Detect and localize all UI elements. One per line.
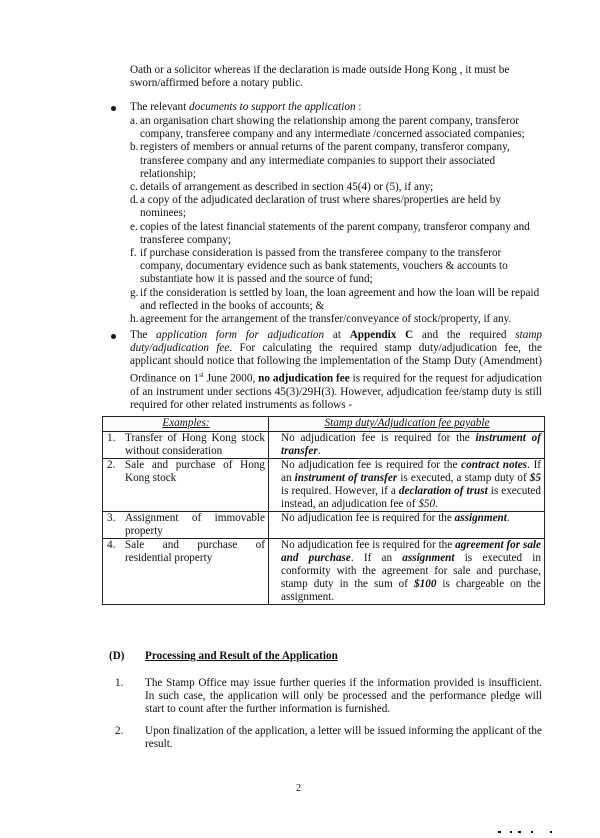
text-run: . [435, 498, 438, 510]
intro-paragraph [130, 64, 542, 90]
row-number: 1. [103, 432, 122, 459]
list-item [130, 287, 544, 313]
text-run: is executed, a stamp duty of [397, 472, 530, 484]
header-examples: Examples: [103, 417, 269, 432]
text-run: June 2000, [203, 372, 259, 385]
row-number: 4. [103, 539, 122, 605]
section-d-item-1: The Stamp Office may issue further queries if the information provided is insufficient. In such case, the application will only be processed and the performance pledge will start to count after the further information is furnished. [145, 677, 542, 716]
list-item [130, 313, 544, 326]
item-number: 2. [115, 725, 124, 737]
fee-cell [269, 432, 545, 459]
text-run: No adjudication fee is required for the [281, 539, 456, 551]
list-item [130, 115, 544, 141]
text-run: is required. However, if a [281, 485, 399, 497]
list-item-label: e. [130, 220, 138, 233]
text-run: and the required [413, 329, 516, 341]
text-run: No adjudication fee is required for the [281, 459, 462, 471]
list-item-text: if purchase consideration is passed from the transferee company to the transferor company, documentary evidence such as bank statements, vouchers & accounts to substantiate how it is passed and the source of fund; [140, 247, 508, 286]
ordinal-superscript: st [199, 370, 204, 379]
text-run: No adjudication fee is required for the [281, 432, 476, 444]
list-item-label: d. [130, 194, 139, 207]
list-item-text: a copy of the adjudicated declaration of trust where shares/properties are held by nominees; [140, 194, 501, 220]
list-item-label: h. [130, 313, 139, 326]
no-adjudication-fee-bold: no adjudication fee [258, 372, 350, 385]
header-fee-payable: Stamp duty/Adjudication fee payable [269, 417, 545, 432]
fee-cell [269, 459, 545, 512]
emphasis-text: $50 [418, 498, 436, 510]
list-item-label: a. [130, 115, 138, 127]
footer-marks [498, 831, 558, 833]
intro-line-2: sworn/affirmed before a notary public. [130, 77, 303, 90]
list-item-text: if the consideration is settled by loan, the loan agreement and how the loan will be repaid and reflected in the books of accounts; & [140, 286, 540, 312]
example-cell: Sale and purchase of residential property [121, 539, 269, 605]
list-item [130, 141, 544, 181]
fee-cell [269, 512, 545, 539]
documents-lead-italic: documents to support the application [189, 101, 356, 113]
list-item [130, 181, 544, 194]
section-label: (D) [109, 650, 125, 662]
table-row [103, 512, 545, 539]
bullet-icon [111, 334, 116, 339]
example-cell: Assignment of immovable property [121, 512, 269, 539]
stamp-duty-italic: stamp duty/adjudication fee [130, 329, 542, 355]
text-run: . [317, 445, 321, 457]
documents-lead-prefix: The relevant [130, 101, 190, 113]
table-row [103, 539, 545, 605]
list-item [130, 247, 544, 287]
emphasis-text: contract notes [461, 459, 528, 471]
list-item-label: b. [130, 141, 139, 154]
table-header-row [103, 417, 545, 432]
list-item-text: details of arrangement as described in section 45(4) or (5), if any; [140, 181, 434, 194]
fee-table [102, 416, 545, 605]
appendix-c-bold: Appendix C [349, 329, 414, 341]
documents-lead [130, 101, 542, 114]
documents-list [130, 115, 544, 326]
table-row [103, 432, 545, 459]
section-title: Processing and Result of the Application [145, 650, 338, 662]
emphasis-text: agreement for sale and purchase [281, 539, 541, 564]
text-run: is executed instead, an adjudication fee of [281, 485, 541, 510]
list-item-text: registers of members or annual returns of the parent company, transferor company, transferee company and any intermediate companies to support their associated relationship; [140, 141, 510, 180]
emphasis-text: instrument of transfer [294, 472, 398, 484]
list-item-text: agreement for the arrangement of the transfer/conveyance of stock/property, if any. [140, 313, 512, 326]
emphasis-text: assignment [402, 552, 455, 564]
item-number: 1. [115, 677, 124, 689]
list-item [130, 194, 544, 220]
row-number: 2. [103, 459, 122, 512]
bullet-icon [111, 106, 116, 111]
text-run: No adjudication fee is required for the [281, 512, 455, 524]
text-run: . [506, 512, 510, 524]
documents-lead-suffix: : [355, 101, 362, 113]
text-run: is executed in conformity with the agreement for sale and purchase, stamp duty in the sum of [281, 552, 541, 590]
application-paragraph [130, 329, 542, 412]
list-item-label: c. [130, 181, 138, 194]
table-row [103, 459, 545, 512]
emphasis-text: assignment [454, 512, 507, 524]
section-d-item-2: Upon finalization of the application, a letter will be issued informing the applicant of the result. [145, 725, 542, 751]
emphasis-text: $100 [414, 578, 437, 590]
list-item-label: f. [130, 247, 137, 260]
page-number: 2 [296, 783, 301, 794]
fee-cell [269, 539, 545, 605]
text-run: . If an [281, 459, 542, 484]
text-run: The [130, 329, 157, 341]
application-form-italic: application form for adjudication [156, 329, 325, 341]
text-run: . If an [350, 552, 403, 564]
text-run: is chargeable on the assignment. [281, 578, 542, 603]
emphasis-text: instrument of transfer [281, 432, 541, 457]
text-run: at [324, 329, 350, 341]
list-item [130, 221, 544, 247]
example-cell: Transfer of Hong Kong stock without consideration [121, 432, 269, 459]
emphasis-text: declaration of trust [398, 485, 488, 497]
example-cell: Sale and purchase of Hong Kong stock [121, 459, 269, 512]
list-item-text: copies of the latest financial statements of the parent company, transferor company and transferee company; [140, 220, 530, 246]
intro-line-1: Oath or a solicitor whereas if the declaration is made outside Hong Kong , it must be [130, 64, 510, 76]
list-item-label: g. [130, 286, 139, 299]
row-number: 3. [103, 512, 122, 539]
emphasis-text: $5 [529, 472, 541, 484]
text-run: . For calculating the required stamp duty/adjudication fee, the applicant should notice that following the implementation of the Stamp Duty (Amendment) Ordinance on 1 [130, 342, 542, 385]
list-item-text: an organisation chart showing the relationship among the parent company, transferor company, transferee company and any intermediate /concerned associated companies; [140, 115, 525, 141]
text-run: is required for the request for adjudication of an instrument under sections 45(3)/29H(3). However, adjudication fee/stamp duty is still required for other related instruments as follows - [130, 372, 542, 411]
